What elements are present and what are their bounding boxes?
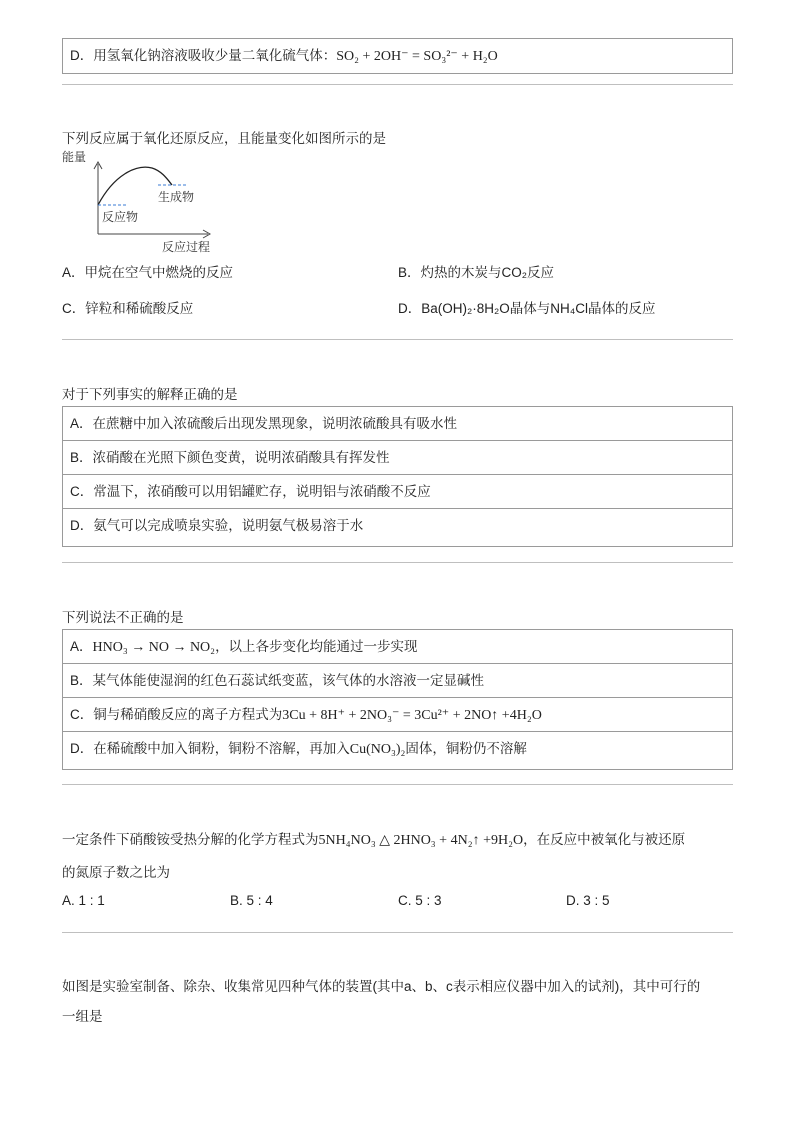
q0-option-d-equation: SO₂ + 2OH⁻ = SO₃²⁻ + H₂O [336, 49, 498, 64]
q3-option-a[interactable] [63, 630, 732, 664]
q2-option-a[interactable]: A．在蔗糖中加入浓硫酸后出现发黑现象，说明浓硫酸具有吸水性 [63, 407, 732, 441]
q4-stem-line2: 的氮原子数之比为 [62, 865, 170, 880]
q1-option-a[interactable]: A．甲烷在空气中燃烧的反应 [62, 265, 234, 280]
separator-3 [62, 562, 733, 563]
separator-5 [62, 932, 733, 933]
separator-4 [62, 784, 733, 785]
q4-option-d[interactable]: D. 3 : 5 [566, 893, 610, 908]
q0-option-d-text: D．用氢氧化钠溶液吸收少量二氧化硫气体： [70, 48, 337, 63]
q2-option-c[interactable]: C．常温下，浓硝酸可以用铝罐贮存，说明铝与浓硝酸不反应 [63, 475, 732, 509]
q0-option-d-box [62, 38, 733, 74]
energy-diagram [62, 150, 232, 255]
q3-options-box [62, 629, 733, 770]
q3-option-c-equation: 3Cu + 8H⁺ + 2NO₃⁻ = 3Cu²⁺ + 2NO↑ +4H₂O [282, 708, 542, 723]
q1-option-b[interactable]: B．灼热的木炭与CO₂反应 [398, 265, 554, 280]
q4-stem-post: ，在反应中被氧化与被还原 [523, 832, 686, 847]
graph-xlabel: 反应过程 [162, 240, 211, 254]
q3-option-d-prefix: D．在稀硫酸中加入铜粉，铜粉不溶解，再加入 [70, 741, 350, 756]
q3-option-d-suffix: 固体，铜粉仍不溶解 [405, 741, 527, 756]
q3-option-c[interactable] [63, 698, 732, 732]
q3-option-c-prefix: C．铜与稀硝酸反应的离子方程式为 [70, 707, 283, 722]
q3-option-b[interactable]: B．某气体能使湿润的红色石蕊试纸变蓝，该气体的水溶液一定显碱性 [63, 664, 732, 698]
q2-options-box [62, 406, 733, 547]
q0-option-d[interactable] [63, 39, 732, 73]
graph-product-label: 生成物 [158, 190, 195, 204]
q4-equation: 5NH₄NO₃ △ 2HNO₃ + 4N₂↑ +9H₂O [318, 833, 524, 848]
q4-option-a[interactable]: A. 1 : 1 [62, 893, 105, 908]
q2-option-d[interactable]: D．氨气可以完成喷泉实验，说明氨气极易溶于水 [70, 518, 364, 533]
q2-option-b[interactable]: B．浓硝酸在光照下颜色变黄，说明浓硝酸具有挥发性 [63, 441, 732, 475]
q4-option-c[interactable]: C. 5 : 3 [398, 893, 442, 908]
graph-reactant-label: 反应物 [102, 210, 139, 224]
q1-option-c[interactable]: C．锌粒和稀硫酸反应 [62, 301, 194, 316]
q3-option-a-prefix: A． [70, 639, 93, 654]
q3-stem: 下列说法不正确的是 [62, 610, 184, 625]
separator-1 [62, 84, 733, 85]
q5-stem-line1: 如图是实验室制备、除杂、收集常见四种气体的装置(其中a、b、c表示相应仪器中加入的试剂)，其中可行的 [62, 979, 701, 994]
graph-ylabel: 能量 [62, 150, 87, 164]
q2-stem: 对于下列事实的解释正确的是 [62, 387, 238, 402]
q3-option-a-suffix: ，以上各步变化均能通过一步实现 [215, 639, 418, 654]
q3-option-d-equation: Cu(NO₃)₂ [349, 742, 406, 757]
q4-option-b[interactable]: B. 5 : 4 [230, 893, 273, 908]
separator-2 [62, 339, 733, 340]
q4-stem-pre: 一定条件下硝酸铵受热分解的化学方程式为 [62, 832, 319, 847]
q1-option-d[interactable]: D．Ba(OH)₂·8H₂O晶体与NH₄Cl晶体的反应 [398, 301, 656, 316]
q4-stem-line1 [62, 828, 685, 849]
q3-option-d[interactable] [63, 732, 732, 769]
q5-stem-line2: 一组是 [62, 1009, 103, 1024]
q3-option-a-equation: HNO₃ → NO → NO₂ [92, 640, 216, 655]
q1-stem: 下列反应属于氧化还原反应，且能量变化如图所示的是 [62, 131, 386, 146]
